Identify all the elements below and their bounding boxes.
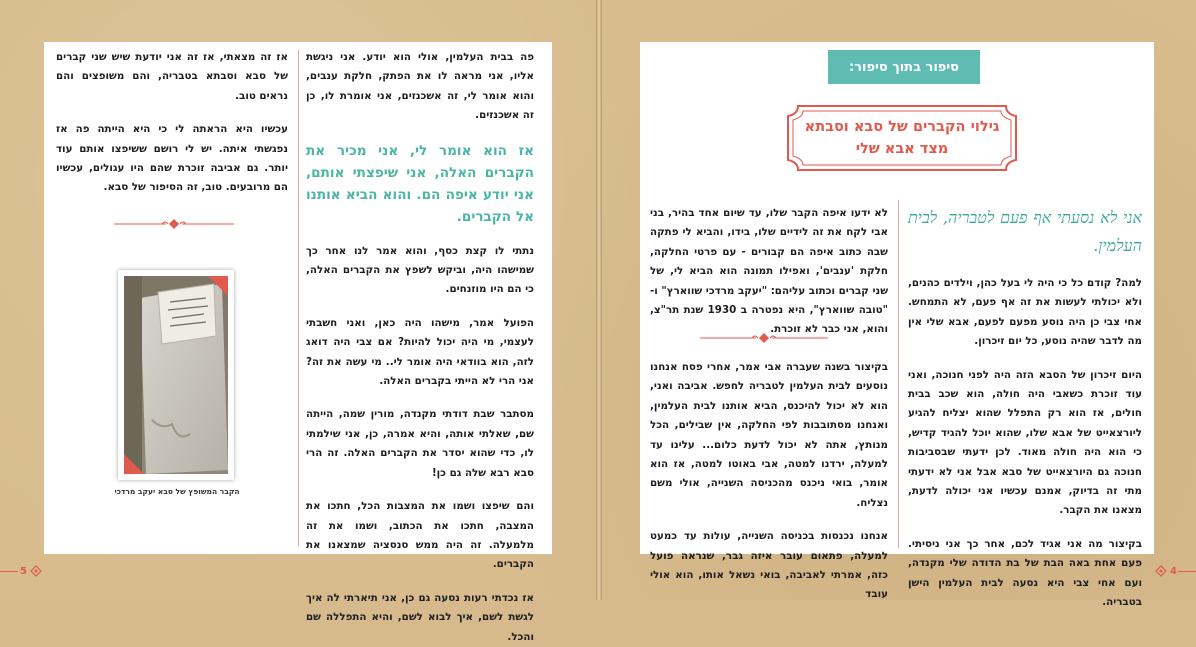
body-paragraph: בקיצור בשנה שעברה אבי אמר, אחרי פסח אנחנו נוסעים לבית העלמין לטבריה לחפש. אביבה ואני, הוא לא יכול להיכנס, הביא אותנו לבית העלמין, ואנחנו מסתובבות לפי החלקה, אין שבילים, הכל מנותץ, אתה לא יכול לדעת כלום... עלינו עד למעלה, ירדנו למטה, אבי באוטו למטה, אז הוא אומר, בואי ניכנס מהכניסה השנייה, אולי משם נצליח. xyxy=(650,361,888,509)
body-paragraph: מסתבר שבת דודתי מקנדה, מורין שמה, הייתה שם, שאלתי אותה, והיא אמרה, כן, אני שילמתי לו, כדי שהוא יסדר את הקברים האלה. זה הרי סבא רבא שלה גם כן! xyxy=(306,408,534,479)
body-paragraph: אז זה מצאתי, אז זה אני יודעת שיש שני קברים של סבא וסבתא בטבריה, והם משופצים והם נראים טוב. xyxy=(56,51,288,102)
grave-photo xyxy=(118,270,234,480)
page-number-left xyxy=(20,563,43,579)
section-tag: סיפור בתוך סיפור: xyxy=(828,50,980,84)
body-paragraph: הפועל אמר, מישהו היה כאן, ואני חשבתי לעצמי, מי היה יכול להיות? אם צבי היה דואג לזה, הוא בוודאי היה אומר לי.. מי עשה את זה? אני הרי לא הייתי בקברים האלה. xyxy=(306,316,534,388)
grave-photo-image xyxy=(118,270,234,480)
ornament-divider-icon xyxy=(700,332,828,344)
photo-caption: הקבר המשופץ של סבא יעקב מרדכי xyxy=(114,487,240,496)
body-paragraph: לא ידעו איפה הקבר שלו, עד שיום אחד בהיר, בני אבי לקח את זה לידיים שלו, בידו, והביא לי פתקה שבה כתוב איפה הם קבורים - עם פרטי החלקה, חלקת 'ענבים', ואפילו תמונה הוא הביא לי, של שני קברים וכתוב עליהם: "יעקב מרדכי שווארץ" ו-"טובה שווארץ", היא נפטרה ב 1930 שנת תר"צ, והוא, אני כבר לא זוכרת. xyxy=(650,207,888,336)
page-number-value: 4 xyxy=(1170,565,1177,577)
right-page-left-column xyxy=(650,204,888,340)
right-page-left-column-continued xyxy=(650,358,888,605)
book-spine xyxy=(596,0,602,600)
left-page-right-column xyxy=(306,48,534,647)
left-page-left-column xyxy=(56,48,288,198)
story-title: גילוי הקברים של סבא וסבתא מצד אבא שלי xyxy=(804,119,1000,157)
pull-quote: אז הוא אומר לי, אני מכיר את הקברים האלה, אני שיפצתי אותם, אני יודע איפה הם. והוא הביא אותנו אל הקברים. xyxy=(306,142,534,225)
page-ornament-icon xyxy=(1154,565,1168,577)
page-number-rule xyxy=(0,571,18,572)
page-ornament-icon xyxy=(29,565,43,577)
column-divider-line xyxy=(298,50,299,546)
page-number-right xyxy=(1154,563,1177,579)
title-frame xyxy=(786,104,1018,172)
body-paragraph: אז נכדתי רעות נסעה גם כן, אני תיארתי לה איך לגשת לשם, איך לבוא לשם, והיא התפללה שם והכל. xyxy=(306,591,534,643)
intro-paragraph: פה בבית העלמין, אולי הוא יודע. אני ניגשת אליו, אני מראה לו את הפתק, חלקת ענבים, והוא אומר לי, זה אשכנזים, אני אומרת לו, כן זה אשכנזים. xyxy=(306,51,534,122)
ornament-divider xyxy=(114,218,234,230)
body-paragraph: והם שיפצו ושמו את המצבות הכל, חתכו את המצבה, חתכו את הכתוב, ושמו את זה מלמעלה. זה היה ממש סנסציה שמצאנו את הקברים. xyxy=(306,500,534,571)
ornament-divider xyxy=(700,332,828,344)
column-divider-line xyxy=(898,200,899,548)
body-paragraph: אנחנו נכנסות בכניסה השנייה, עולות עד כמעט למעלה, פתאום עובר איזה גבר, שנראה פועל כזה, אמרתי לאביבה, בואי נשאל אותו, הוא אולי עובד xyxy=(650,530,888,601)
right-page-right-column xyxy=(908,204,1142,613)
body-paragraph: בקיצור מה אני אגיד לכם, אחר כך אני ניסיתי. פעם אחת באה הבת של בת הדודה שלי מקנדה, ועם אחי צבי היא נסעה לבית העלמין הישן בטבריה. xyxy=(908,537,1142,609)
ornament-divider-icon xyxy=(114,218,234,230)
section-heading: אני לא נסעתי אף פעם לטבריה, לבית העלמין. xyxy=(908,208,1142,255)
body-paragraph: למה? קודם כל כי היה לי בעל כהן, וילדים כהנים, ולא יכולתי לעשות את זה אף פעם, לא התמחש. אחי צבי כן היה נוסע מפעם לפעם, אבא שלי אין מה לדבר שהיה נוסע, כל יום זיכרון. xyxy=(908,277,1142,348)
body-paragraph: נתתי לו קצת כסף, והוא אמר לנו אחר כך שמישהו היה, וביקש לשפץ את הקברים האלה, כי הם היו מוזנחים. xyxy=(306,244,534,296)
body-paragraph: היום זיכרון של הסבא הזה היה לפני חנוכה, ואני עוד זוכרת כשאבי היה חולה, הוא שכב בבית חולים, אז הוא רק התפלל שהוא יצליח להגיע ליורצאייט של אבא שלו, שהוא יוכל להגיד קדיש, כי הוא היה חולה מאוד. לכן ידעתי שבסביבות חנוכה גם היורצאייט של סבא אבל אני לא ידעתי מתי זה בדיוק, אמנם עכשיו אני יכולה לדעת, מצאנו את הקבר. xyxy=(908,368,1142,517)
page-number-value: 5 xyxy=(20,565,27,577)
page-number-rule xyxy=(1178,571,1196,572)
body-paragraph: עכשיו היא הראתה לי כי היא הייתה פה אז נפגשתי איתה. יש לי רושם ששיפצו אותם עוד יותר. גם אביבה זוכרת שהם היו עגולים, עכשיו הם מרובעים. טוב, זה הסיפור של סבא. xyxy=(56,123,288,194)
